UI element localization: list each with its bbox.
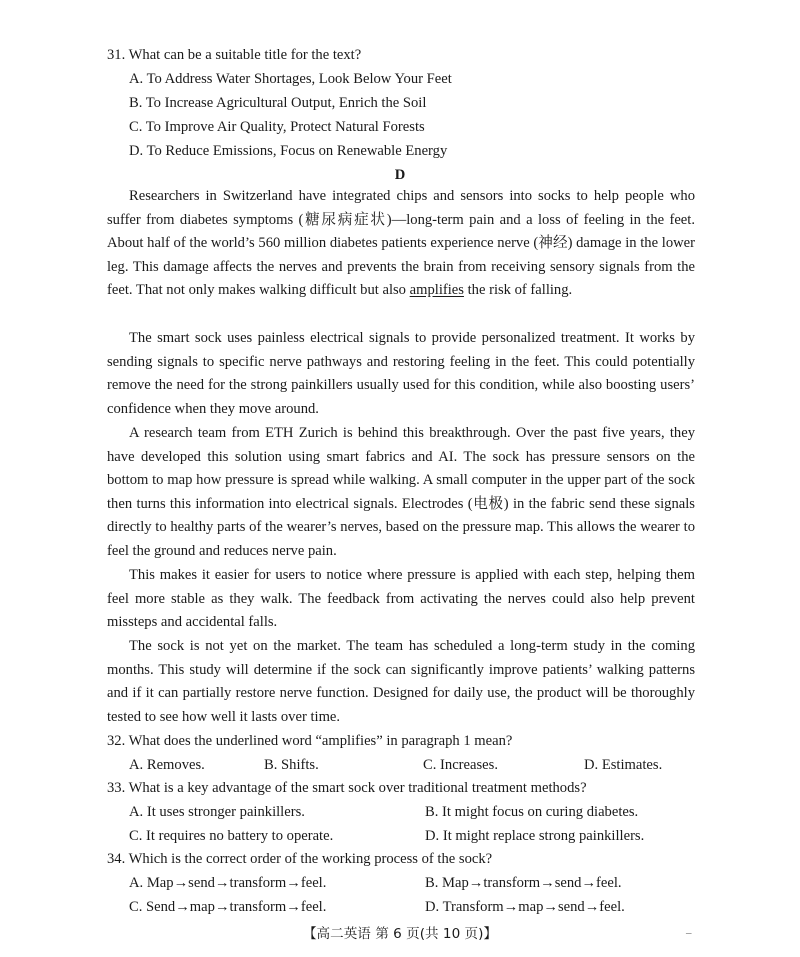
q34-option-c: C. Send→map→transform→feel. <box>129 899 327 915</box>
q33-option-c: C. It requires no battery to operate. <box>129 828 334 844</box>
p1-text-before: Researchers in Switzerland have integrated chips and sensors into socks to help people who suffer from diabetes symptoms (糖尿病症状)—long-term pain and a loss of feeling in the feet. About half of the world’s 560 million diabetes patients experience nerve (神经) damage in the lower leg. This damage affects the nerves and prevents the brain from receiving sensory signals from the feet. That not only makes walking difficult but also <box>107 188 695 299</box>
passage-paragraph-1 <box>107 185 695 303</box>
p1-text-after: the risk of falling. <box>463 282 573 299</box>
section-letter: D <box>394 167 406 183</box>
q31-option-c: C. To Improve Air Quality, Protect Natural Forests <box>129 119 425 135</box>
q31-option-b: B. To Increase Agricultural Output, Enrich the Soil <box>129 95 427 111</box>
q31-option-a: A. To Address Water Shortages, Look Below Your Feet <box>129 71 452 87</box>
q34-stem: 34. Which is the correct order of the working process of the sock? <box>107 851 493 867</box>
q33-option-b: B. It might focus on curing diabetes. <box>425 804 639 820</box>
q34-option-d: D. Transform→map→send→feel. <box>425 899 625 915</box>
underlined-word: amplifies <box>409 282 464 299</box>
page-footer: 【高二英语 第 6 页(共 10 页)】 <box>302 926 498 942</box>
q31-stem: 31. What can be a suitable title for the text? <box>107 47 362 63</box>
q33-option-a: A. It uses stronger painkillers. <box>129 804 305 820</box>
q31-option-d: D. To Reduce Emissions, Focus on Renewable Energy <box>129 143 448 159</box>
q32-stem: 32. What does the underlined word “amplifies” in paragraph 1 mean? <box>107 733 513 749</box>
q32-option-a: A. Removes. <box>129 757 205 773</box>
q32-option-c: C. Increases. <box>423 757 498 773</box>
passage-paragraph-4: This makes it easier for users to notice where pressure is applied with each step, helping them feel more stable as they walk. The feedback from activating the nerves could also help prevent missteps and accidental falls. <box>107 567 695 631</box>
passage-paragraph-5: The sock is not yet on the market. The team has scheduled a long-term study in the coming months. This study will determine if the sock can significantly improve patients’ walking patterns and if it can partially restore nerve function. Designed for daily use, the product will be thoroughly tested to see how well it lasts over time. <box>107 638 695 725</box>
corner-mark: – <box>686 927 692 939</box>
q32-option-b: B. Shifts. <box>264 757 319 773</box>
q34-option-b: B. Map→transform→send→feel. <box>425 875 622 891</box>
passage-paragraph-2: The smart sock uses painless electrical signals to provide personalized treatment. It works by sending signals to specific nerve pathways and restoring feeling in the feet. This could potentially remove the need for the strong painkillers usually used for this condition, while also boosting users’ confidence when they move around. <box>107 330 695 417</box>
q33-stem: 33. What is a key advantage of the smart sock over traditional treatment methods? <box>107 780 587 796</box>
q34-option-a: A. Map→send→transform→feel. <box>129 875 327 891</box>
passage-paragraph-3: A research team from ETH Zurich is behind this breakthrough. Over the past five years, they have developed this solution using smart fabrics and AI. The sock has pressure sensors on the bottom to map how pressure is spread while walking. A small computer in the upper part of the sock then turns this information into electrical signals. Electrodes (电极) in the fabric send these signals directly to healthy parts of the wearer’s nerves, based on the pressure map. This allows the wearer to feel the ground and reduces nerve pain. <box>107 425 695 559</box>
q32-option-d: D. Estimates. <box>584 757 663 773</box>
q33-option-d: D. It might replace strong painkillers. <box>425 828 645 844</box>
